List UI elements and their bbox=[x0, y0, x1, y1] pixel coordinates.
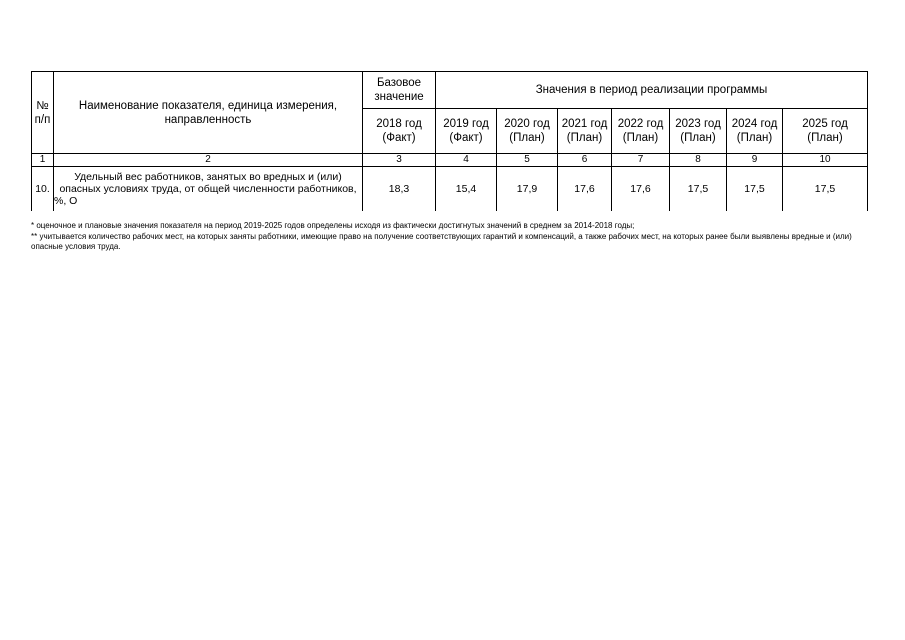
column-number: 9 bbox=[727, 154, 783, 167]
column-number: 6 bbox=[558, 154, 612, 167]
header-year: 2020 год (План) bbox=[497, 109, 558, 154]
row-value: 17,5 bbox=[670, 167, 727, 212]
header-base-value: Базовое значение bbox=[363, 72, 436, 109]
footnotes bbox=[31, 221, 871, 253]
row-value: 17,5 bbox=[727, 167, 783, 212]
footnote: ** учитывается количество рабочих мест, на которых заняты работники, имеющие право на получение соответствующих гарантий и компенсаций, а также рабочих мест, на которых ранее были выявлены вредные и (или) опасные условия труда. bbox=[31, 231, 852, 251]
indicator-table bbox=[31, 71, 868, 211]
header-row bbox=[32, 72, 868, 109]
header-indicator-name: Наименование показателя, единица измерения, направленность bbox=[54, 72, 363, 154]
row-indicator-name: Удельный вес работников, занятых во вредных и (или) опасных условиях труда, от общей численности работников, %, О bbox=[54, 167, 363, 212]
column-number: 7 bbox=[612, 154, 670, 167]
header-year: 2021 год (План) bbox=[558, 109, 612, 154]
row-value: 15,4 bbox=[436, 167, 497, 212]
column-number: 8 bbox=[670, 154, 727, 167]
column-number: 2 bbox=[54, 154, 363, 167]
column-number: 5 bbox=[497, 154, 558, 167]
header-year: 2025 год (План) bbox=[783, 109, 868, 154]
row-value: 17,6 bbox=[558, 167, 612, 212]
column-number: 10 bbox=[783, 154, 868, 167]
row-value: 17,5 bbox=[783, 167, 868, 212]
row-value: 17,9 bbox=[497, 167, 558, 212]
column-number-row bbox=[32, 154, 868, 167]
header-program-period: Значения в период реализации программы bbox=[436, 72, 868, 109]
header-year: 2023 год (План) bbox=[670, 109, 727, 154]
header-year: 2019 год (Факт) bbox=[436, 109, 497, 154]
footnote: * оценочное и плановые значения показателя на период 2019-2025 годов определены исходя из фактически достигнутых значений в среднем за 2014-2018 годы; bbox=[31, 221, 635, 230]
header-year: 2022 год (План) bbox=[612, 109, 670, 154]
row-number: 10. bbox=[32, 167, 54, 212]
table-row bbox=[32, 167, 868, 212]
header-year: 2024 год (План) bbox=[727, 109, 783, 154]
column-number: 4 bbox=[436, 154, 497, 167]
header-year: 2018 год (Факт) bbox=[363, 109, 436, 154]
row-value: 18,3 bbox=[363, 167, 436, 212]
header-number: № п/п bbox=[32, 72, 54, 154]
column-number: 1 bbox=[32, 154, 54, 167]
column-number: 3 bbox=[363, 154, 436, 167]
row-value: 17,6 bbox=[612, 167, 670, 212]
